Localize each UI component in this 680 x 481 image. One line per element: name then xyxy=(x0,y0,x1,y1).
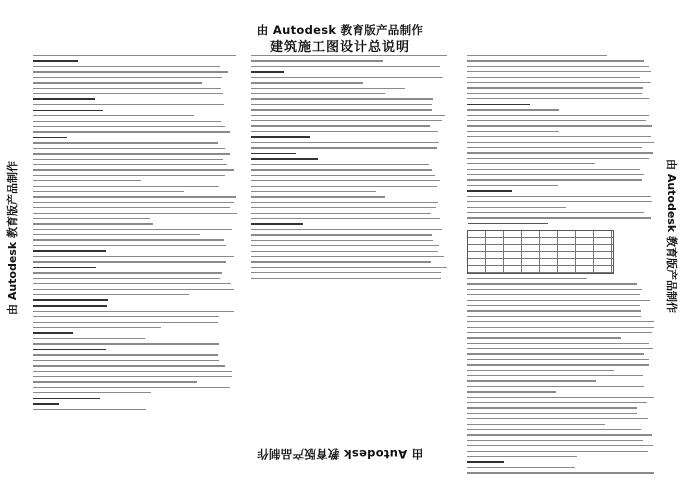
text-line xyxy=(251,147,437,148)
text-line xyxy=(33,403,59,405)
text-line xyxy=(33,398,100,400)
text-line xyxy=(251,175,435,176)
text-line xyxy=(33,261,226,262)
text-line xyxy=(467,343,649,344)
text-line xyxy=(33,316,219,317)
text-line xyxy=(33,88,221,89)
text-line xyxy=(33,322,218,323)
text-line xyxy=(467,115,649,116)
text-line xyxy=(251,256,444,257)
text-line xyxy=(251,66,440,67)
text-line xyxy=(467,353,644,354)
text-line xyxy=(33,175,225,176)
text-line xyxy=(251,278,441,279)
text-line xyxy=(33,299,108,301)
text-line xyxy=(467,472,654,473)
text-line xyxy=(251,191,376,192)
text-line xyxy=(33,387,230,388)
text-line xyxy=(467,163,595,164)
text-line xyxy=(251,142,439,143)
text-line xyxy=(467,310,641,311)
text-line xyxy=(251,261,431,262)
text-line xyxy=(33,223,153,224)
text-line xyxy=(251,82,363,83)
text-line xyxy=(33,371,232,372)
text-line xyxy=(467,120,646,121)
text-line xyxy=(467,278,587,279)
text-line xyxy=(467,364,649,365)
text-line xyxy=(467,217,651,218)
text-line xyxy=(251,93,385,94)
text-line xyxy=(33,381,197,382)
text-line xyxy=(251,98,433,99)
text-line xyxy=(467,467,575,468)
text-line xyxy=(467,370,614,371)
text-line xyxy=(251,251,438,252)
text-line xyxy=(33,55,236,56)
text-line xyxy=(33,180,141,181)
text-line xyxy=(467,461,504,463)
text-line xyxy=(467,424,605,425)
text-line xyxy=(467,147,642,148)
text-line xyxy=(251,207,436,208)
text-line xyxy=(467,300,650,301)
text-line xyxy=(33,354,218,355)
text-line xyxy=(33,343,219,344)
text-line xyxy=(251,115,445,116)
text-line xyxy=(467,158,649,159)
text-line xyxy=(467,402,647,403)
watermark-bottom: 由 Autodesk 教育版产品制作 xyxy=(256,447,424,461)
text-line xyxy=(467,66,649,67)
text-line xyxy=(251,77,443,78)
text-line xyxy=(251,104,432,105)
text-line xyxy=(467,397,654,398)
text-line xyxy=(251,218,440,219)
text-line xyxy=(251,234,432,235)
text-line xyxy=(467,289,642,290)
text-line xyxy=(467,196,651,197)
text-line xyxy=(251,158,318,160)
text-line xyxy=(467,169,640,170)
text-line xyxy=(467,348,653,349)
text-line xyxy=(33,239,224,240)
text-line xyxy=(33,229,232,230)
text-line xyxy=(467,55,607,56)
text-line xyxy=(33,409,146,410)
text-line xyxy=(467,60,644,61)
text-line xyxy=(33,332,73,334)
text-line xyxy=(467,131,559,132)
watermark-top: 由 Autodesk 教育版产品制作 xyxy=(256,23,424,37)
text-line xyxy=(467,87,643,88)
text-line xyxy=(467,391,556,392)
text-line xyxy=(251,164,429,165)
text-line xyxy=(467,305,640,306)
text-line xyxy=(467,327,654,328)
text-line xyxy=(251,55,447,56)
text-line xyxy=(33,93,223,94)
text-line xyxy=(33,148,225,149)
text-line xyxy=(467,451,648,452)
text-line xyxy=(467,207,566,208)
text-line xyxy=(33,311,234,312)
text-line xyxy=(33,250,106,252)
text-line xyxy=(467,407,637,408)
text-line xyxy=(33,213,237,214)
text-line xyxy=(467,294,640,295)
text-line xyxy=(33,110,103,112)
text-line xyxy=(467,212,644,213)
text-line xyxy=(33,338,145,339)
text-line xyxy=(33,137,67,139)
text-line xyxy=(251,213,431,214)
text-line xyxy=(251,71,284,73)
text-line xyxy=(251,245,439,246)
text-line xyxy=(467,434,652,435)
text-line xyxy=(33,126,225,127)
text-line xyxy=(33,153,230,154)
text-line xyxy=(33,289,234,290)
text-line xyxy=(467,142,654,143)
text-line xyxy=(33,218,150,219)
text-line xyxy=(33,376,232,377)
text-line xyxy=(33,82,202,83)
text-line xyxy=(467,136,651,137)
text-line xyxy=(467,413,637,414)
text-line xyxy=(467,440,643,441)
text-line xyxy=(467,185,558,186)
text-line xyxy=(251,125,430,126)
text-line xyxy=(251,267,447,268)
text-line xyxy=(251,169,432,170)
text-line xyxy=(33,191,184,192)
text-line xyxy=(33,169,234,170)
text-line xyxy=(33,267,96,269)
text-line xyxy=(467,316,641,317)
text-line xyxy=(33,256,234,257)
text-line xyxy=(251,88,405,89)
text-line xyxy=(251,240,433,241)
left-text-column xyxy=(33,55,238,414)
text-line xyxy=(467,152,653,153)
text-line xyxy=(33,131,230,132)
text-line xyxy=(251,120,442,121)
text-line xyxy=(33,104,224,105)
text-line xyxy=(467,104,530,106)
text-line xyxy=(251,60,383,61)
text-line xyxy=(33,202,234,203)
text-line xyxy=(467,82,651,83)
text-line xyxy=(467,321,654,322)
text-line xyxy=(33,349,106,351)
text-line xyxy=(33,121,221,122)
text-line xyxy=(33,272,222,273)
text-line xyxy=(467,337,621,338)
text-line xyxy=(467,179,642,180)
spec-table xyxy=(467,230,614,274)
text-line xyxy=(33,71,228,72)
text-line xyxy=(33,186,219,187)
text-line xyxy=(467,418,648,419)
text-line xyxy=(467,380,596,381)
text-line xyxy=(33,278,220,279)
text-line xyxy=(33,77,222,78)
text-line xyxy=(251,223,303,225)
text-line xyxy=(467,93,642,94)
middle-text-column xyxy=(251,55,447,283)
text-line xyxy=(33,234,200,235)
text-line xyxy=(33,66,220,67)
text-line xyxy=(251,180,440,181)
text-line xyxy=(33,283,231,284)
text-line xyxy=(467,125,652,126)
text-line xyxy=(467,283,637,284)
watermark-left: 由 Autodesk 教育版产品制作 xyxy=(6,161,19,316)
text-line xyxy=(467,201,652,202)
text-line xyxy=(251,153,296,155)
text-line xyxy=(33,196,236,197)
text-line xyxy=(251,202,438,203)
text-line xyxy=(251,136,310,138)
text-line xyxy=(33,365,225,366)
text-line xyxy=(467,98,649,99)
text-line xyxy=(33,60,78,62)
text-line xyxy=(33,327,161,328)
page-title: 建筑施工图设计总说明 xyxy=(269,40,410,55)
text-line xyxy=(33,392,151,393)
text-line xyxy=(467,332,652,333)
text-line xyxy=(33,294,189,295)
watermark-right: 由 Autodesk 教育版产品制作 xyxy=(665,158,678,313)
text-line xyxy=(251,186,437,187)
text-line xyxy=(467,174,644,175)
text-line xyxy=(467,456,577,457)
text-line xyxy=(467,71,651,72)
text-line xyxy=(33,207,230,208)
text-line xyxy=(467,445,653,446)
text-line xyxy=(33,98,95,100)
text-line xyxy=(251,272,441,273)
text-line xyxy=(467,109,559,110)
text-line xyxy=(33,142,218,143)
text-line xyxy=(467,386,644,387)
text-line xyxy=(467,77,640,78)
text-line xyxy=(33,115,194,116)
text-line xyxy=(467,375,643,376)
text-line xyxy=(33,360,219,361)
right-text-column-top xyxy=(467,55,655,223)
text-line xyxy=(467,190,512,192)
text-line xyxy=(251,131,438,132)
text-line xyxy=(467,359,649,360)
text-line xyxy=(251,196,385,197)
text-line xyxy=(467,429,641,430)
right-text-column-bottom xyxy=(467,278,655,478)
table-caption xyxy=(468,223,548,224)
text-line xyxy=(251,109,432,110)
text-line xyxy=(33,245,226,246)
text-line xyxy=(33,305,107,307)
text-line xyxy=(251,229,442,230)
text-line xyxy=(33,164,227,165)
text-line xyxy=(33,159,223,160)
